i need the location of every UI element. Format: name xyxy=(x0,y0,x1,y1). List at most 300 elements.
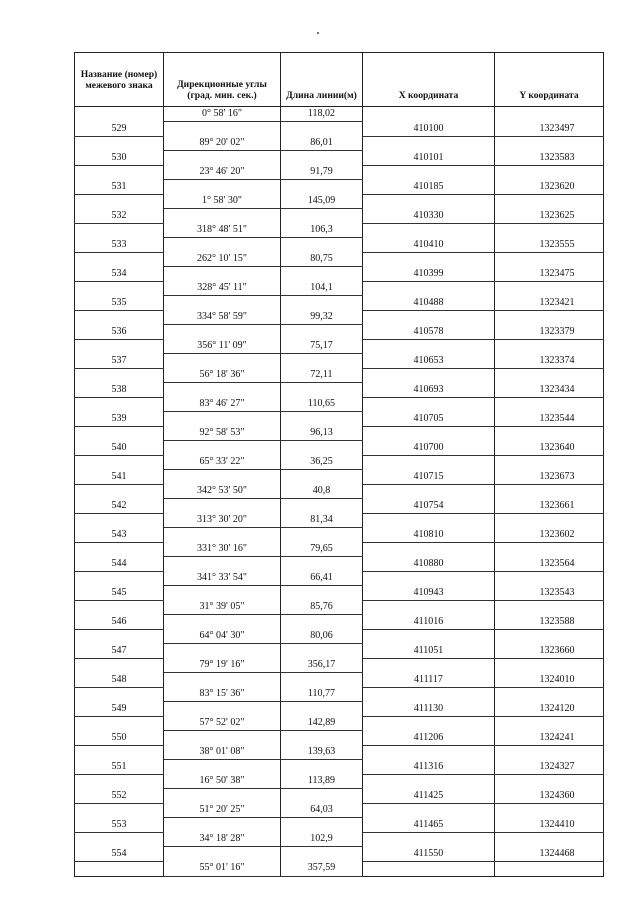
direction-angle-cell: 356° 11' 09" xyxy=(164,339,281,354)
x-coordinate-cell xyxy=(363,629,495,644)
table-row-line xyxy=(75,194,604,209)
direction-angle-cell xyxy=(164,586,281,601)
y-coordinate-cell: 1323543 xyxy=(495,586,604,601)
x-coordinate-cell: 410943 xyxy=(363,586,495,601)
line-length-cell: 102,9 xyxy=(281,832,363,847)
y-coordinate-cell: 1323374 xyxy=(495,354,604,369)
table-row-point xyxy=(75,557,604,572)
table-row-line xyxy=(75,600,604,615)
point-name-cell: 537 xyxy=(75,354,164,369)
y-coordinate-cell xyxy=(495,339,604,354)
point-name-cell xyxy=(75,368,164,383)
point-name-cell: 543 xyxy=(75,528,164,543)
line-length-cell xyxy=(281,818,363,833)
table-row-line xyxy=(75,397,604,412)
line-length-cell: 80,06 xyxy=(281,629,363,644)
table-row-line xyxy=(75,252,604,267)
line-length-cell: 36,25 xyxy=(281,455,363,470)
x-coordinate-cell: 411117 xyxy=(363,673,495,688)
direction-angle-cell: 331° 30' 16" xyxy=(164,542,281,557)
point-name-cell: 542 xyxy=(75,499,164,514)
y-coordinate-cell: 1323564 xyxy=(495,557,604,572)
y-coordinate-cell: 1323497 xyxy=(495,122,604,137)
direction-angle-cell: 92° 58' 53" xyxy=(164,426,281,441)
y-coordinate-cell xyxy=(495,368,604,383)
table-row-point xyxy=(75,702,604,717)
table-row-line xyxy=(75,484,604,499)
table-header-row xyxy=(75,53,604,107)
y-coordinate-cell: 1323583 xyxy=(495,151,604,166)
y-coordinate-cell: 1323555 xyxy=(495,238,604,253)
table-row-line xyxy=(75,774,604,789)
line-length-cell xyxy=(281,644,363,659)
direction-angle-cell: 313° 30' 20" xyxy=(164,513,281,528)
table-row-point xyxy=(75,615,604,630)
table-row-point xyxy=(75,151,604,166)
point-name-cell xyxy=(75,571,164,586)
line-length-cell: 91,79 xyxy=(281,165,363,180)
y-coordinate-cell xyxy=(495,484,604,499)
y-coordinate-cell xyxy=(495,542,604,557)
point-name-cell: 550 xyxy=(75,731,164,746)
x-coordinate-cell xyxy=(363,136,495,151)
y-coordinate-cell: 1323673 xyxy=(495,470,604,485)
direction-angle-cell xyxy=(164,528,281,543)
line-length-cell: 81,34 xyxy=(281,513,363,528)
line-length-cell xyxy=(281,383,363,398)
direction-angle-cell: 57° 52' 02" xyxy=(164,716,281,731)
direction-angle-cell xyxy=(164,557,281,572)
line-length-cell xyxy=(281,412,363,427)
point-name-cell xyxy=(75,658,164,673)
point-name-cell xyxy=(75,397,164,412)
direction-angle-cell xyxy=(164,180,281,195)
point-name-cell: 541 xyxy=(75,470,164,485)
y-coordinate-cell xyxy=(495,629,604,644)
scan-speck xyxy=(317,32,319,34)
direction-angle-cell xyxy=(164,818,281,833)
direction-angle-cell: 64° 04' 30" xyxy=(164,629,281,644)
y-coordinate-cell xyxy=(495,861,604,876)
y-coordinate-cell: 1324010 xyxy=(495,673,604,688)
point-name-cell xyxy=(75,716,164,731)
y-coordinate-cell xyxy=(495,658,604,673)
table-row-point xyxy=(75,325,604,340)
x-coordinate-cell: 411316 xyxy=(363,760,495,775)
table-row-line xyxy=(75,223,604,238)
line-length-cell xyxy=(281,702,363,717)
point-name-cell xyxy=(75,194,164,209)
y-coordinate-cell: 1324468 xyxy=(495,847,604,862)
direction-angle-cell: 34° 18' 28" xyxy=(164,832,281,847)
y-coordinate-cell: 1323379 xyxy=(495,325,604,340)
table-row-line xyxy=(75,455,604,470)
point-name-cell: 554 xyxy=(75,847,164,862)
table-row-line xyxy=(75,513,604,528)
y-coordinate-cell xyxy=(495,165,604,180)
x-coordinate-cell xyxy=(363,803,495,818)
y-coordinate-cell xyxy=(495,513,604,528)
line-length-cell: 75,17 xyxy=(281,339,363,354)
x-coordinate-cell xyxy=(363,397,495,412)
direction-angle-cell xyxy=(164,412,281,427)
x-coordinate-cell xyxy=(363,716,495,731)
line-length-cell xyxy=(281,122,363,137)
table-row-point xyxy=(75,296,604,311)
table-row-line xyxy=(75,339,604,354)
direction-angle-cell: 38° 01' 08" xyxy=(164,745,281,760)
x-coordinate-cell: 410880 xyxy=(363,557,495,572)
table-row-point xyxy=(75,789,604,804)
direction-angle-cell: 328° 45' 11" xyxy=(164,281,281,296)
y-coordinate-cell: 1323588 xyxy=(495,615,604,630)
x-coordinate-cell xyxy=(363,861,495,876)
line-length-cell xyxy=(281,325,363,340)
y-coordinate-cell: 1323625 xyxy=(495,209,604,224)
table-row-line xyxy=(75,745,604,760)
point-name-cell: 539 xyxy=(75,412,164,427)
table-row-line xyxy=(75,281,604,296)
direction-angle-cell xyxy=(164,644,281,659)
table-row-point xyxy=(75,586,604,601)
point-name-cell xyxy=(75,310,164,325)
y-coordinate-cell: 1324120 xyxy=(495,702,604,717)
x-coordinate-cell: 411550 xyxy=(363,847,495,862)
y-coordinate-cell: 1323660 xyxy=(495,644,604,659)
direction-angle-cell xyxy=(164,383,281,398)
direction-angle-cell: 0° 58' 16" xyxy=(164,107,281,122)
x-coordinate-cell: 411425 xyxy=(363,789,495,804)
table-body xyxy=(75,107,604,877)
point-name-cell xyxy=(75,107,164,122)
direction-angle-cell xyxy=(164,209,281,224)
y-coordinate-cell xyxy=(495,571,604,586)
x-coordinate-cell xyxy=(363,281,495,296)
point-name-cell: 540 xyxy=(75,441,164,456)
y-coordinate-cell: 1323640 xyxy=(495,441,604,456)
point-name-cell xyxy=(75,252,164,267)
table-row-line xyxy=(75,716,604,731)
x-coordinate-cell: 410185 xyxy=(363,180,495,195)
point-name-cell: 529 xyxy=(75,122,164,137)
x-coordinate-cell xyxy=(363,774,495,789)
direction-angle-cell xyxy=(164,354,281,369)
y-coordinate-cell xyxy=(495,107,604,122)
x-coordinate-cell xyxy=(363,368,495,383)
x-coordinate-cell xyxy=(363,107,495,122)
y-coordinate-cell: 1323620 xyxy=(495,180,604,195)
y-coordinate-cell xyxy=(495,716,604,731)
line-length-cell xyxy=(281,615,363,630)
direction-angle-cell: 56° 18' 36" xyxy=(164,368,281,383)
point-name-cell: 548 xyxy=(75,673,164,688)
line-length-cell xyxy=(281,180,363,195)
line-length-cell: 99,32 xyxy=(281,310,363,325)
x-coordinate-cell: 410578 xyxy=(363,325,495,340)
x-coordinate-cell: 410399 xyxy=(363,267,495,282)
x-coordinate-cell xyxy=(363,542,495,557)
line-length-cell: 142,89 xyxy=(281,716,363,731)
x-coordinate-cell: 410100 xyxy=(363,122,495,137)
point-name-cell xyxy=(75,745,164,760)
x-coordinate-cell xyxy=(363,165,495,180)
point-name-cell xyxy=(75,281,164,296)
point-name-cell: 545 xyxy=(75,586,164,601)
line-length-cell xyxy=(281,296,363,311)
x-coordinate-cell xyxy=(363,455,495,470)
direction-angle-cell: 79° 19' 16" xyxy=(164,658,281,673)
direction-angle-cell xyxy=(164,760,281,775)
direction-angle-cell xyxy=(164,267,281,282)
point-name-cell: 546 xyxy=(75,615,164,630)
table-row-point xyxy=(75,528,604,543)
direction-angle-cell: 334° 58' 59" xyxy=(164,310,281,325)
line-length-cell: 110,77 xyxy=(281,687,363,702)
line-length-cell: 64,03 xyxy=(281,803,363,818)
line-length-cell: 357,59 xyxy=(281,861,363,876)
table-row-line xyxy=(75,832,604,847)
table-row-line xyxy=(75,803,604,818)
direction-angle-cell xyxy=(164,789,281,804)
line-length-cell: 113,89 xyxy=(281,774,363,789)
line-length-cell xyxy=(281,731,363,746)
point-name-cell xyxy=(75,223,164,238)
x-coordinate-cell: 411130 xyxy=(363,702,495,717)
x-coordinate-cell xyxy=(363,832,495,847)
direction-angle-cell: 55° 01' 16" xyxy=(164,861,281,876)
table-row-point xyxy=(75,354,604,369)
direction-angle-cell: 51° 20' 25" xyxy=(164,803,281,818)
y-coordinate-cell: 1324360 xyxy=(495,789,604,804)
x-coordinate-cell: 410653 xyxy=(363,354,495,369)
y-coordinate-cell: 1323434 xyxy=(495,383,604,398)
table-row-line xyxy=(75,310,604,325)
table-row-point xyxy=(75,644,604,659)
line-length-cell xyxy=(281,354,363,369)
direction-angle-cell xyxy=(164,702,281,717)
point-name-cell xyxy=(75,687,164,702)
point-name-cell: 549 xyxy=(75,702,164,717)
x-coordinate-cell: 411465 xyxy=(363,818,495,833)
direction-angle-cell: 341° 33' 54" xyxy=(164,571,281,586)
line-length-cell: 96,13 xyxy=(281,426,363,441)
y-coordinate-cell xyxy=(495,281,604,296)
x-coordinate-cell xyxy=(363,687,495,702)
y-coordinate-cell xyxy=(495,455,604,470)
line-length-cell: 85,76 xyxy=(281,600,363,615)
table-row-point xyxy=(75,760,604,775)
y-coordinate-cell xyxy=(495,745,604,760)
x-coordinate-cell xyxy=(363,745,495,760)
direction-angle-cell: 89° 20' 02" xyxy=(164,136,281,151)
direction-angle-cell: 83° 15' 36" xyxy=(164,687,281,702)
table-row-point xyxy=(75,499,604,514)
line-length-cell xyxy=(281,238,363,253)
header-x-coordinate: X координата xyxy=(363,53,495,107)
line-length-cell: 40,8 xyxy=(281,484,363,499)
line-length-cell: 118,02 xyxy=(281,107,363,122)
y-coordinate-cell: 1324241 xyxy=(495,731,604,746)
table-row-point xyxy=(75,441,604,456)
table-row-point xyxy=(75,180,604,195)
x-coordinate-cell: 410700 xyxy=(363,441,495,456)
point-name-cell: 530 xyxy=(75,151,164,166)
y-coordinate-cell xyxy=(495,687,604,702)
direction-angle-cell xyxy=(164,731,281,746)
x-coordinate-cell: 410715 xyxy=(363,470,495,485)
boundary-points-table xyxy=(74,52,604,877)
line-length-cell: 66,41 xyxy=(281,571,363,586)
line-length-cell xyxy=(281,528,363,543)
direction-angle-cell xyxy=(164,122,281,137)
line-length-cell: 104,1 xyxy=(281,281,363,296)
line-length-cell xyxy=(281,673,363,688)
point-name-cell xyxy=(75,455,164,470)
line-length-cell: 356,17 xyxy=(281,658,363,673)
x-coordinate-cell xyxy=(363,194,495,209)
x-coordinate-cell: 410488 xyxy=(363,296,495,311)
direction-angle-cell: 65° 33' 22" xyxy=(164,455,281,470)
point-name-cell: 531 xyxy=(75,180,164,195)
table-row-point xyxy=(75,818,604,833)
x-coordinate-cell xyxy=(363,484,495,499)
line-length-cell xyxy=(281,789,363,804)
point-name-cell xyxy=(75,803,164,818)
x-coordinate-cell: 411016 xyxy=(363,615,495,630)
table-row-line xyxy=(75,107,604,122)
direction-angle-cell: 83° 46' 27" xyxy=(164,397,281,412)
x-coordinate-cell xyxy=(363,658,495,673)
x-coordinate-cell xyxy=(363,310,495,325)
x-coordinate-cell: 410410 xyxy=(363,238,495,253)
point-name-cell: 536 xyxy=(75,325,164,340)
point-name-cell: 538 xyxy=(75,383,164,398)
x-coordinate-cell: 410101 xyxy=(363,151,495,166)
point-name-cell xyxy=(75,600,164,615)
line-length-cell xyxy=(281,470,363,485)
line-length-cell xyxy=(281,151,363,166)
table-row-line xyxy=(75,368,604,383)
y-coordinate-cell xyxy=(495,774,604,789)
header-line-length: Длина линии(м) xyxy=(281,53,363,107)
point-name-cell: 544 xyxy=(75,557,164,572)
table-row-point xyxy=(75,412,604,427)
point-name-cell xyxy=(75,832,164,847)
point-name-cell: 535 xyxy=(75,296,164,311)
line-length-cell: 145,09 xyxy=(281,194,363,209)
direction-angle-cell xyxy=(164,296,281,311)
line-length-cell: 110,65 xyxy=(281,397,363,412)
y-coordinate-cell: 1323475 xyxy=(495,267,604,282)
y-coordinate-cell: 1323544 xyxy=(495,412,604,427)
table-row-line xyxy=(75,426,604,441)
table-row-point xyxy=(75,383,604,398)
point-name-cell: 551 xyxy=(75,760,164,775)
point-name-cell xyxy=(75,542,164,557)
line-length-cell xyxy=(281,267,363,282)
direction-angle-cell xyxy=(164,673,281,688)
y-coordinate-cell xyxy=(495,136,604,151)
table-row-point xyxy=(75,209,604,224)
point-name-cell: 547 xyxy=(75,644,164,659)
table-row-point xyxy=(75,267,604,282)
x-coordinate-cell: 410330 xyxy=(363,209,495,224)
y-coordinate-cell xyxy=(495,223,604,238)
x-coordinate-cell xyxy=(363,513,495,528)
line-length-cell xyxy=(281,847,363,862)
point-name-cell: 552 xyxy=(75,789,164,804)
line-length-cell xyxy=(281,209,363,224)
y-coordinate-cell: 1323421 xyxy=(495,296,604,311)
table-row-line xyxy=(75,136,604,151)
line-length-cell: 106,3 xyxy=(281,223,363,238)
x-coordinate-cell xyxy=(363,426,495,441)
table-row-line xyxy=(75,542,604,557)
line-length-cell: 72,11 xyxy=(281,368,363,383)
x-coordinate-cell xyxy=(363,571,495,586)
x-coordinate-cell: 410705 xyxy=(363,412,495,427)
point-name-cell xyxy=(75,513,164,528)
point-name-cell xyxy=(75,484,164,499)
y-coordinate-cell: 1323661 xyxy=(495,499,604,514)
direction-angle-cell: 342° 53' 50" xyxy=(164,484,281,499)
table-row-point xyxy=(75,673,604,688)
line-length-cell: 79,65 xyxy=(281,542,363,557)
x-coordinate-cell xyxy=(363,600,495,615)
line-length-cell: 80,75 xyxy=(281,252,363,267)
point-name-cell xyxy=(75,426,164,441)
header-y-coordinate: Y координата xyxy=(495,53,604,107)
point-name-cell xyxy=(75,629,164,644)
table-row-line xyxy=(75,165,604,180)
boundary-points-table-page xyxy=(74,52,603,877)
y-coordinate-cell xyxy=(495,397,604,412)
line-length-cell: 86,01 xyxy=(281,136,363,151)
header-point-name: Название (номер) межевого знака xyxy=(75,53,164,107)
direction-angle-cell xyxy=(164,325,281,340)
table-row-point xyxy=(75,122,604,137)
y-coordinate-cell xyxy=(495,832,604,847)
y-coordinate-cell xyxy=(495,426,604,441)
table-row-line xyxy=(75,571,604,586)
table-row-line xyxy=(75,629,604,644)
line-length-cell xyxy=(281,760,363,775)
y-coordinate-cell xyxy=(495,600,604,615)
x-coordinate-cell: 411206 xyxy=(363,731,495,746)
direction-angle-cell xyxy=(164,238,281,253)
x-coordinate-cell: 410810 xyxy=(363,528,495,543)
line-length-cell: 139,63 xyxy=(281,745,363,760)
x-coordinate-cell xyxy=(363,252,495,267)
table-row-point xyxy=(75,731,604,746)
point-name-cell xyxy=(75,774,164,789)
direction-angle-cell: 16° 50' 38" xyxy=(164,774,281,789)
header-direction-angle: Дирекционные углы (град. мин. сек.) xyxy=(164,53,281,107)
x-coordinate-cell: 410754 xyxy=(363,499,495,514)
point-name-cell xyxy=(75,339,164,354)
direction-angle-cell xyxy=(164,441,281,456)
table-row-point xyxy=(75,470,604,485)
table-row-line xyxy=(75,658,604,673)
point-name-cell xyxy=(75,136,164,151)
point-name-cell: 532 xyxy=(75,209,164,224)
direction-angle-cell xyxy=(164,151,281,166)
point-name-cell xyxy=(75,861,164,876)
x-coordinate-cell: 411051 xyxy=(363,644,495,659)
point-name-cell xyxy=(75,165,164,180)
y-coordinate-cell xyxy=(495,194,604,209)
table-row-point xyxy=(75,847,604,862)
